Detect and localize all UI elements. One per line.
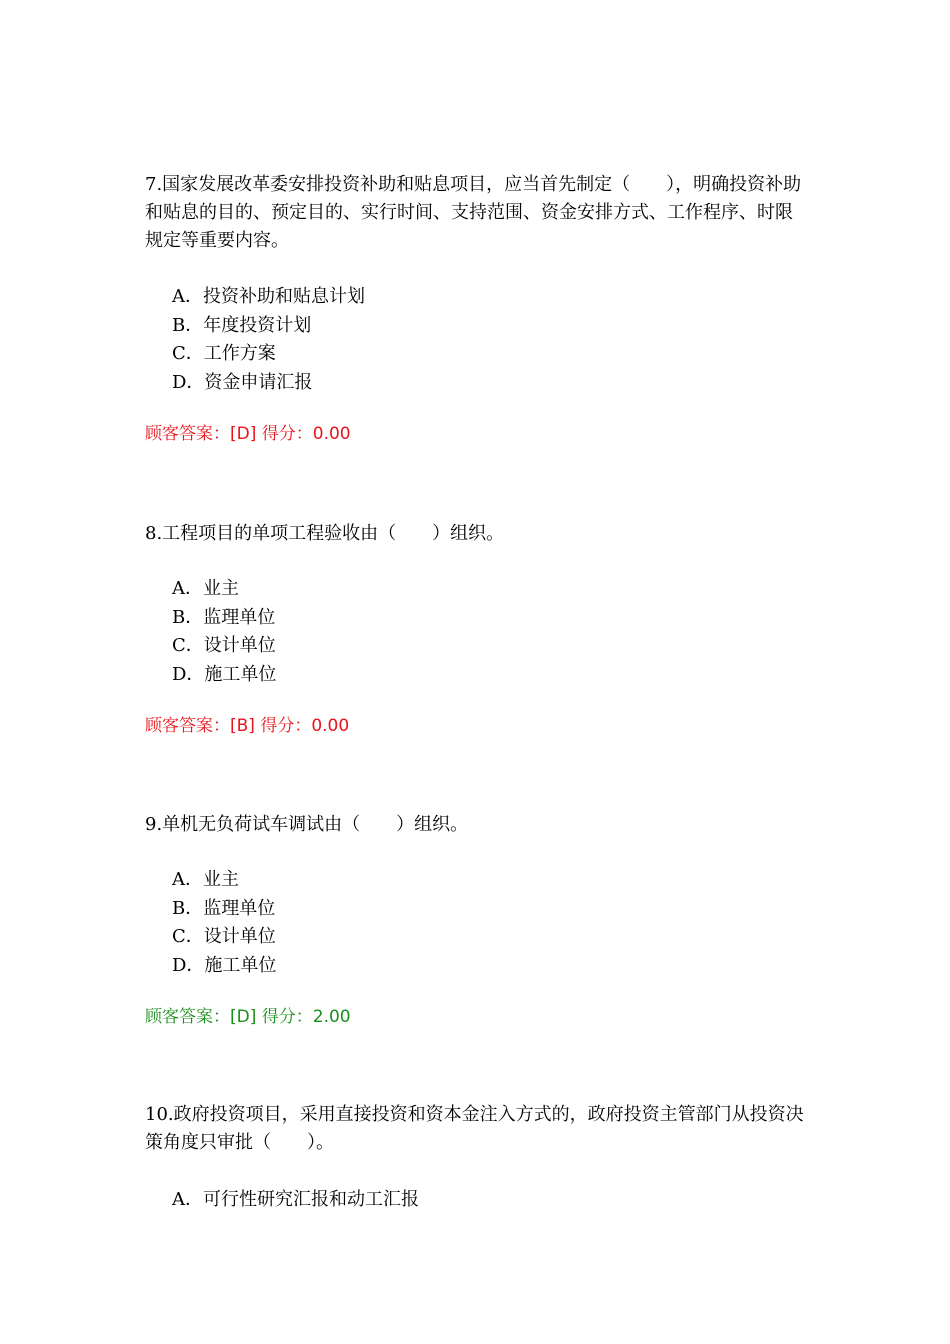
option-b: B．监理单位 bbox=[172, 897, 276, 919]
option-d: D．施工单位 bbox=[172, 954, 277, 976]
question-8 bbox=[145, 520, 810, 548]
option-a: A．可行性研究汇报和动工汇报 bbox=[172, 1189, 419, 1210]
question-9 bbox=[145, 811, 810, 839]
option-d: D．资金申请汇报 bbox=[172, 371, 313, 393]
option-d: D．施工单位 bbox=[172, 663, 277, 685]
question-stem: 7.国家发展改革委安排投资补助和贴息项目，应当首先制定（ ），明确投资补助和贴息的目的、预定目的、实行时间、支持范围、资金安排方式、工作程序、时限规定等重要内容。 bbox=[145, 174, 802, 251]
option-a: A．投资补助和贴息计划 bbox=[172, 286, 365, 307]
option-c: C．设计单位 bbox=[172, 926, 276, 947]
question-10 bbox=[145, 1101, 810, 1157]
question-stem: 8.工程项目的单项工程验收由（ ）组织。 bbox=[145, 523, 505, 544]
question-7-options bbox=[145, 283, 810, 397]
option-c: C．工作方案 bbox=[172, 343, 276, 364]
question-7 bbox=[145, 171, 810, 255]
question-stem: 10.政府投资项目，采用直接投资和资本金注入方式的，政府投资主管部门从投资决策角度只审批（ ）。 bbox=[145, 1104, 804, 1153]
question-stem: 9.单机无负荷试车调试由（ ）组织。 bbox=[145, 814, 469, 835]
option-a: A．业主 bbox=[172, 578, 239, 599]
question-9-options bbox=[145, 866, 810, 980]
customer-answer-wrong: 顾客答案：[D] 得分：0.00 bbox=[145, 424, 351, 444]
option-c: C．设计单位 bbox=[172, 635, 276, 656]
option-a: A．业主 bbox=[172, 869, 239, 890]
option-b: B．年度投资计划 bbox=[172, 314, 312, 336]
customer-answer-wrong: 顾客答案：[B] 得分：0.00 bbox=[145, 716, 350, 736]
option-b: B．监理单位 bbox=[172, 606, 276, 628]
question-8-options bbox=[145, 575, 810, 689]
question-10-options bbox=[145, 1186, 810, 1215]
customer-answer-right: 顾客答案：[D] 得分：2.00 bbox=[145, 1007, 351, 1027]
